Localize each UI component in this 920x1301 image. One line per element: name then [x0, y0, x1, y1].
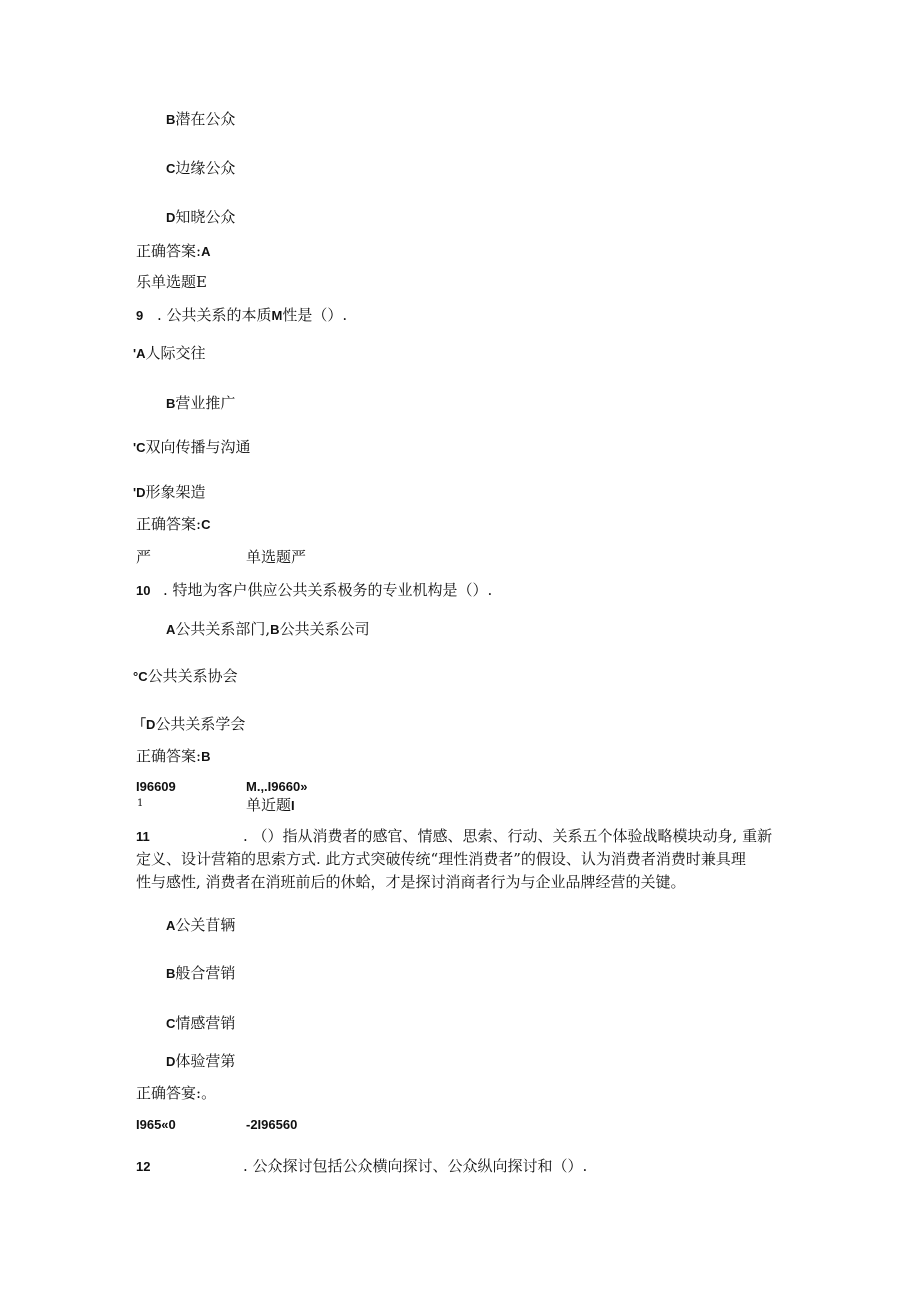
option-text: 体验营第 — [175, 1052, 236, 1070]
question-number-text: 10 — [136, 583, 151, 598]
question-stem: . 特地为客户供应公共关系极务的专业机构是（）. — [163, 581, 493, 599]
answer-value: B — [201, 749, 211, 764]
question-number — [136, 581, 150, 600]
question-number — [136, 306, 143, 325]
stem-part: M — [271, 308, 283, 323]
section-label-left: 严 — [136, 548, 152, 566]
question-number-text: 11 — [136, 829, 150, 844]
option-ab — [166, 620, 370, 639]
option-text: 公关苜辆 — [175, 916, 236, 934]
stem-part: . 公共关系的本质 — [157, 306, 272, 324]
option-d — [133, 483, 206, 502]
option-b — [166, 394, 235, 413]
meta-code-right: -2I96560 — [246, 1117, 298, 1132]
answer-label: 正确答案: — [136, 242, 202, 260]
option-text: 边缘公众 — [175, 159, 236, 177]
option-letter: 'A — [133, 346, 146, 361]
option-letter: C — [166, 161, 176, 176]
option-a — [133, 344, 206, 363]
answer-label: 正确答宴: — [136, 1084, 202, 1102]
answer-value: A — [201, 244, 211, 259]
meta-code-left: I965«0 — [136, 1117, 176, 1132]
question-number — [136, 1157, 150, 1176]
option-letter: 'C — [133, 440, 146, 455]
option-text: 知晓公众 — [175, 208, 236, 226]
option-text: 公共关系协会 — [147, 667, 238, 685]
section-label: 乐单选题E — [136, 273, 207, 291]
option-letter: 'D — [133, 485, 146, 500]
option-d — [133, 715, 245, 734]
section-label-suffix: I — [291, 798, 295, 813]
option-text: 公共关系部门, — [175, 620, 271, 638]
option-text: 公共关系学会 — [155, 715, 246, 733]
option-letter: °C — [133, 669, 148, 684]
answer-value: 。 — [201, 1084, 217, 1102]
option-letter: 「D — [133, 717, 156, 732]
question-number — [136, 827, 150, 846]
answer-label: 正确答案: — [136, 515, 202, 533]
option-text: 公共关系公司 — [279, 620, 370, 638]
option-letter: B — [270, 622, 280, 637]
option-letter: D — [166, 1054, 176, 1069]
option-letter: B — [166, 396, 176, 411]
question-stem-line3: 性与感性, 消费者在消班前后的休蛤，才是探讨消商者行为与企业品牌经营的关键。 — [136, 873, 686, 891]
question-stem-line1: . （）指从消费者的感官、情感、思索、行动、关系五个体验战略模块动身, 重新 — [243, 827, 773, 845]
question-stem-line2: 定义、设计营箱的思索方式. 此方式突破传统“理性消费者”的假设、认为消费者消费时兼具理 — [136, 850, 746, 868]
section-label-text: 单近题 — [246, 796, 292, 814]
option-letter: D — [166, 210, 176, 225]
option-c — [166, 159, 235, 178]
question-stem: . 公众探讨包括公众横向探讨、公众纵向探讨和（）. — [243, 1157, 588, 1175]
question-number-text: 9 — [136, 308, 144, 323]
answer-line — [136, 1084, 216, 1102]
option-letter: A — [166, 622, 176, 637]
option-b — [166, 110, 235, 129]
question-number-text: 12 — [136, 1159, 151, 1174]
section-label: 单选题严 — [246, 548, 307, 566]
option-letter: C — [166, 1016, 176, 1031]
option-text: 营业推广 — [175, 394, 236, 412]
question-stem — [157, 306, 347, 325]
option-text: 情感营销 — [175, 1014, 236, 1032]
option-c — [166, 1014, 235, 1033]
option-text: 人际交往 — [145, 344, 206, 362]
option-letter: B — [166, 112, 176, 127]
answer-label: 正确答案: — [136, 747, 202, 765]
section-label — [246, 796, 295, 815]
option-letter: B — [166, 966, 176, 981]
option-text: 般合营销 — [175, 964, 236, 982]
option-d — [166, 1052, 235, 1071]
option-letter: A — [166, 918, 176, 933]
meta-code-right: M.,.I9660» — [246, 779, 308, 794]
option-text: 形象架造 — [145, 483, 206, 501]
answer-line — [136, 515, 210, 534]
meta-small: 1 — [137, 798, 144, 809]
answer-line — [136, 747, 210, 766]
option-d — [166, 208, 235, 227]
option-text: 双向传播与沟通 — [145, 438, 251, 456]
option-text: 潜在公众 — [175, 110, 236, 128]
meta-code-left: I96609 — [136, 779, 176, 794]
stem-part: 性是（）. — [282, 306, 348, 324]
option-a — [166, 916, 235, 935]
option-c — [133, 438, 251, 457]
option-b — [166, 964, 235, 983]
answer-line — [136, 242, 210, 261]
option-c — [133, 667, 238, 686]
answer-value: C — [201, 517, 211, 532]
